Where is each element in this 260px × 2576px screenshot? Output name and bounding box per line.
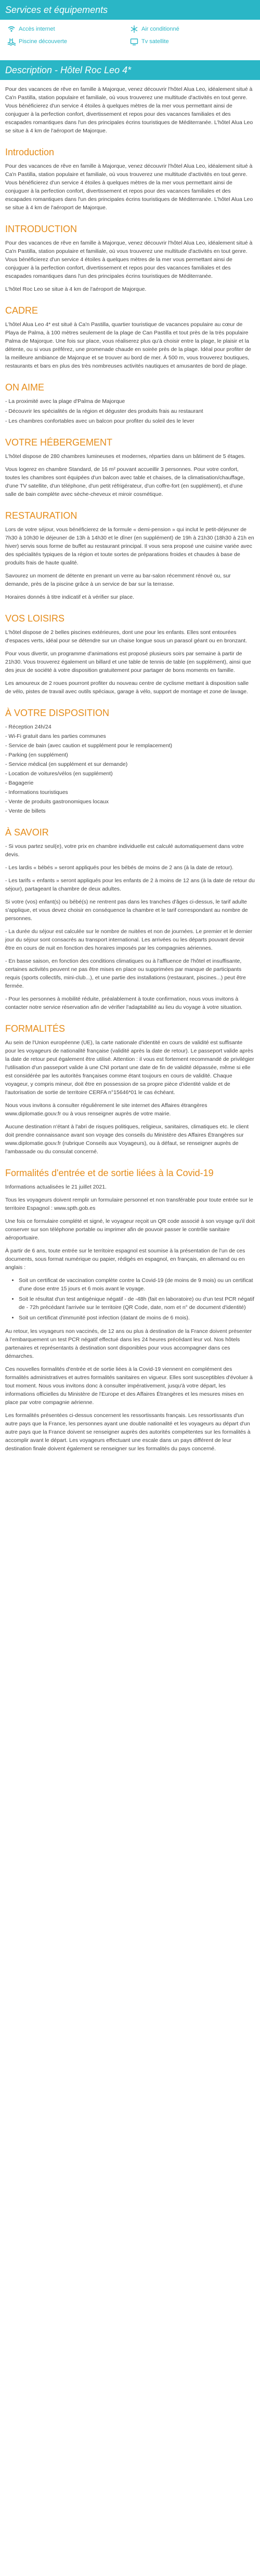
- introduction2-text: Pour des vacances de rêve en famille à Majorque, venez découvrir l'hôtel Alua Leo, idéalement situé à Ca'n Pastilla, station populaire et familiale, où vous trouverez une multitude d'activités en tout genre. Vous bénéficierez d'un service 4 étoiles à quelques mètres de la mer vous permettant ainsi de conjuguer à la perfection confort, divertissement et repos pour des vacances familiales et des escapades romantiques dans l'un des principales écrins touristiques de Méditerranée.: [5, 240, 253, 279]
- tv-icon: [130, 37, 138, 46]
- snowflake-icon: [130, 25, 138, 33]
- disposition-item: - Service de bain (avec caution et supplément pour le remplacement): [5, 743, 172, 749]
- loisirs-text: L'hôtel dispose de 2 belles piscines extérieures, dont une pour les enfants. Elles sont entourées d'espaces verts, idéal pour se détendre sur un chaise longue sous un parasol géant ou en bronzant.: [5, 629, 247, 644]
- restauration-text: Savourez un moment de détente en prenant un verre au bar-salon récemment rénové ou, sur demande, près de la piscine grâce à un service de bar sur la terrasse.: [5, 573, 231, 587]
- disposition-item: - Location de voitures/vélos (en supplément): [5, 771, 113, 777]
- formalites-text: Nous vous invitons à consulter régulièrement le site internet des Affaires étrangères www.diplomatie.gouv.fr ou à vous renseigner auprès de votre mairie.: [5, 1102, 207, 1117]
- wifi-icon: [7, 25, 16, 33]
- covid-text: Les formalités présentées ci-dessus concernent les ressortissants français. Les ressortissants d'un autre pays que la France, les personnes ayant une double nationalité et les voyageurs au départ d'un autre pays que la France doivent se renseigner auprès des autorités compétentes sur les formalités à accomplir avant le départ. Les voyageurs effectuant une escale dans un pays différent de leur destination finale doivent également se renseigner sur les formalités du pays concerné.: [5, 1412, 251, 1452]
- services-header: [0, 0, 260, 20]
- on-aime-item: - Les chambres confortables avec un balcon pour profiter du soleil des le lever: [5, 418, 194, 424]
- savoir-text: - Les lardis « bébés » seront appliqués pour les bébés de moins de 2 ans (à la date de retour).: [5, 865, 233, 871]
- services-title: Services et équipements: [5, 5, 108, 15]
- amenity-pool: [7, 37, 130, 46]
- section-cadre-title: CADRE: [5, 305, 38, 316]
- on-aime-item: - La proximité avec la plage d'Palma de Majorque: [5, 398, 125, 404]
- amenities-grid: [0, 20, 260, 52]
- introduction2-text: L'hôtel Roc Leo se situe à 4 km de l'aéroport de Majorque.: [5, 286, 147, 292]
- amenity-label: Accès internet: [19, 26, 55, 32]
- covid-requirements-list: [5, 1276, 255, 1322]
- savoir-text: - Pour les personnes à mobilité réduite, préalablement à toute confirmation, nous vous invitons à contacter notre service réservation afin de vérifier l'adaptabilité au lieu du voyage à votre situation.: [5, 996, 243, 1010]
- on-aime-item: - Découvrir les spécialités de la région et déguster des produits frais au restaurant: [5, 408, 203, 414]
- section-covid-title: Formalités d'entrée et de sortie liées à la Covid-19: [5, 1168, 214, 1178]
- savoir-text: - Si vous partez seul(e), votre prix en chambre individuelle est calculé automatiquement dans votre devis.: [5, 843, 244, 858]
- description-header: [0, 60, 260, 80]
- formalites-text: Au sein de l'Union européenne (UE), la carte nationale d'identité en cours de validité est suffisante pour les voyageurs de nationalité française (validité après la date de retour). Le passeport valide après la date de retour peut également être utilisé. Attention : il vous est fortement recommandé de privilégier l'utilisation d'un passeport valide à une CNI portant une date de fin de validité dépassée, même si elle est considérée par les autorités françaises comme étant toujours en cours de validité. Chaque voyageur, y compris mineur, doit être en possession de sa propre pièce d'identité valide et de l'autorisation de sortie de territoire CERFA n°15646*01 le cas échéant.: [5, 1040, 254, 1096]
- disposition-item: - Vente de produits gastronomiques locaux: [5, 799, 109, 805]
- restauration-text: Lors de votre séjour, vous bénéficierez de la formule « demi-pension » qui inclut le petit-déjeuner de 7h30 à 10h30 le déjeuner de 13h à 14h30 et le dîner (en supplément) de 19h à 21h30 (18h30 à 21h en hiver) servis sous forme de buffet au restaurant principal. Il vous sera proposé une cuisine variée avec des spécialités typiques de la région et toute sortes de préparations froides et chaudes à base de produits frais de haute qualité.: [5, 527, 254, 566]
- amenity-aircon: [130, 25, 253, 33]
- section-on-aime-title: ON AIME: [5, 382, 45, 393]
- list-item: • Soit un certificat d'immunité post infection (datant de moins de 6 mois).: [19, 1314, 255, 1322]
- hebergement-text: Vous logerez en chambre Standard, de 16 m² pouvant accueillir 3 personnes. Pour votre confort, toutes les chambres sont équipées d'un balcon avec table et chaises, de la climatisation/chauffage, d'une TV satellite, d'un téléphone, d'un petit réfrigérateur, d'un coffre-fort (en supplément), et d'une salle de bain complète avec sèche-cheveux et miroir cosmétique.: [5, 466, 245, 497]
- pool-icon: [7, 37, 16, 46]
- section-savoir-title: À SAVOIR: [5, 827, 49, 838]
- section-loisirs-title: VOS LOISIRS: [5, 613, 65, 624]
- disposition-item: - Wi-Fi gratuit dans les parties communes: [5, 733, 106, 739]
- savoir-text: - Les tarifs « enfants » seront appliqués pour les enfants de 2 à moins de 12 ans (à la date de retour du séjour), partageant la chambre de deux adultes.: [5, 878, 255, 892]
- section-introduction-title: Introduction: [5, 147, 55, 157]
- disposition-item: - Service médical (en supplément et sur demande): [5, 761, 128, 767]
- disposition-item: - Vente de billets: [5, 808, 46, 814]
- list-item: • Soit le résultat d'un test antigénique négatif - de -48h (fait en laboratoire) ou d'un test PCR négatif de - 72h précédant l'arrivée sur le territoire (QR Code, date, nom et n° de document d'identité): [19, 1295, 255, 1312]
- loisirs-text: Les amoureux de 2 roues pourront profiter du nouveau centre de cyclisme mettant à disposition salle de vélo, pistes de travail avec outils spéciaux, garage à vélo, support de montage et zone de lavage.: [5, 680, 249, 695]
- savoir-text: - La durée du séjour est calculée sur le nombre de nuitées et non de journées. Le premier et le dernier jour du séjour sont consacrés au transport international. Les arrivées ou les départs pouvant devoir être en cours de nuit en fonction des horaires imposés par les compagnies aériennes.: [5, 928, 253, 951]
- list-item: • Soit un certificat de vaccination complète contre la Covid-19 (de moins de 9 mois) ou un certificat d'une dose entre 15 jours et 6 mois avant le voyage.: [19, 1276, 255, 1293]
- formalites-text: Aucune destination n'étant à l'abri de risques politiques, religieux, sanitaires, climatiques etc. le client doit prendre connaissance avant son voyage des conseils du Ministère des Affaires Étrangères sur www.diplomatie.gouv.fr (rubrique Conseils aux Voyageurs), ou à défaut, se renseigner auprès de l'ambassade ou du consulat concerné.: [5, 1124, 249, 1155]
- restauration-text: Horaires donnés à titre indicatif et à vérifier sur place.: [5, 594, 135, 600]
- hebergement-text: L'hôtel dispose de 280 chambres lumineuses et modernes, réparties dans un bâtiment de 5 étages.: [5, 453, 245, 460]
- covid-text: Ces nouvelles formalités d'entrée et de sortie liées à la Covid-19 viennent en complément des formalités administratives et autres formalités sanitaires en vigueur. Elles sont susceptibles d'évoluer à tout moment. Nous vous invitons donc à consulter impérativement, jusqu'à votre départ, les informations officielles du Ministère de l'Europe et des Affaires Étrangères et les mesures mises en place par votre compagnie aérienne.: [5, 1366, 253, 1406]
- loisirs-text: Pour vous divertir, un programme d'animations est proposé plusieurs soirs par semaine à partir de 21h30. Vous trouverez également un billard et une table de tennis de table (en supplément), ainsi que des jeux de société à votre disposition gratuitement pour partager de bons moments en famille.: [5, 651, 251, 673]
- section-formalites-title: FORMALITÉS: [5, 1023, 66, 1034]
- savoir-text: Si votre (vos) enfant(s) ou bébé(s) ne rentrent pas dans les tranches d'âges ci-dessus, le tarif adulte s'applique, et vous devez choisir en conséquence la chambre et le tarif correspondant au nombre de personnes.: [5, 899, 248, 922]
- savoir-text: - En basse saison, en fonction des conditions climatiques ou à l'affluence de l'hôtel et insuffisante, certaines activités peuvent ne pas être mises en place ou supprimées par manque de participants requis (sports collectifs, mini-club...), et une partie des installations (restaurant, piscines...) peut être fermée.: [5, 958, 246, 989]
- section-introduction2-title: INTRODUCTION: [5, 224, 77, 234]
- disposition-item: - Bagagerie: [5, 780, 34, 786]
- section-disposition-title: À VOTRE DISPOSITION: [5, 708, 110, 718]
- disposition-item: - Réception 24h/24: [5, 724, 51, 730]
- disposition-item: - Informations touristiques: [5, 789, 68, 795]
- covid-text: À partir de 6 ans, toute entrée sur le territoire espagnol est soumise à la présentation de l'un de ces documents, sous format numérique ou papier, rédigés en espagnol, en français, en allemand ou en anglais :: [5, 1248, 245, 1271]
- disposition-item: - Parking (en supplément): [5, 752, 68, 758]
- cadre-text: L'hôtel Alua Leo 4* est situé à Ca'n Pastilla, quartier touristique de vacances populaire au cœur de Playa de Palma, à 100 mètres seulement de la plage de Can Pastilla et tout près de la très populaire Palma de Majorque. Une fois sur place, vous réaliserez plus qu'à choisir entre la plage, le plaisir et la détente, ou si vous préférez, une promenade chaude en soirée près de la plage. Idéal pour profiter de la meilleure ambiance de Majorque et se trouver au bord de mer. À 500 m, vous trouverez boutiques, restaurants et bars en plus des très nombreuses activités nautiques et amusantes de bord de plage.: [5, 321, 251, 369]
- amenity-label: Air conditionné: [141, 26, 179, 32]
- amenity-label: Piscine découverte: [19, 38, 67, 45]
- description-title: Description - Hôtel Roc Leo 4*: [5, 65, 132, 75]
- amenity-label: Tv satellite: [141, 38, 169, 45]
- amenity-tv: [130, 37, 253, 46]
- covid-text: Informations actualisées le 21 juillet 2021.: [5, 1184, 107, 1190]
- introduction-text: Pour des vacances de rêve en famille à Majorque, venez découvrir l'hôtel Alua Leo, idéalement situé à Ca'n Pastilla, station populaire et familiale, où vous trouverez une multitude d'activités en tout genre. Vous bénéficierez d'un service 4 étoiles à quelques mètres de la mer vous permettant ainsi de conjuguer à la perfection confort, divertissement et repos pour des vacances familiales et des escapades romantiques dans l'un des principales écrins touristiques de Méditerranée. L'hôtel Alua Leo se situe à 4 km de l'aéroport de Majorque.: [5, 163, 253, 211]
- section-restauration-title: RESTAURATION: [5, 510, 77, 521]
- covid-text: Au retour, les voyageurs non vaccinés, de 12 ans ou plus à destination de la France doivent présenter à l'embarquement un test PCR négatif effectué dans les 24 heures précédant leur vol. Nos hôtels partenaires et représentants à destination sont disponibles pour vous accompagner dans ces démarches.: [5, 1328, 252, 1359]
- section-hebergement-title: VOTRE HÉBERGEMENT: [5, 437, 113, 448]
- amenity-internet: [7, 25, 130, 33]
- description-content: [0, 85, 260, 1453]
- intro-paragraph: Pour des vacances de rêve en famille à Majorque, venez découvrir l'hôtel Alua Leo, idéalement situé à Ca'n Pastilla, station populaire et familiale, où vous trouverez une multitude d'activités en tout genre. Vous bénéficierez d'un service 4 étoiles à quelques mètres de la mer vous permettant ainsi de conjuguer à la perfection confort, divertissement et repos pour des vacances familiales et des escapades romantiques dans l'un des principales écrins touristiques de Méditerranée. L'hôtel Alua Leo se situe à 4 km de l'aéroport de Majorque.: [5, 86, 253, 134]
- covid-text: Une fois ce formulaire complété et signé, le voyageur reçoit un QR code associé à son voyage qu'il doit conserver sur son téléphone portable ou imprimer afin de pouvoir passer le contrôle sanitaire aéroportuaire.: [5, 1218, 255, 1241]
- covid-text: Tous les voyageurs doivent remplir un formulaire personnel et non transférable pour toute entrée sur le territoire Espagnol : www.spth.gob.es: [5, 1197, 253, 1211]
